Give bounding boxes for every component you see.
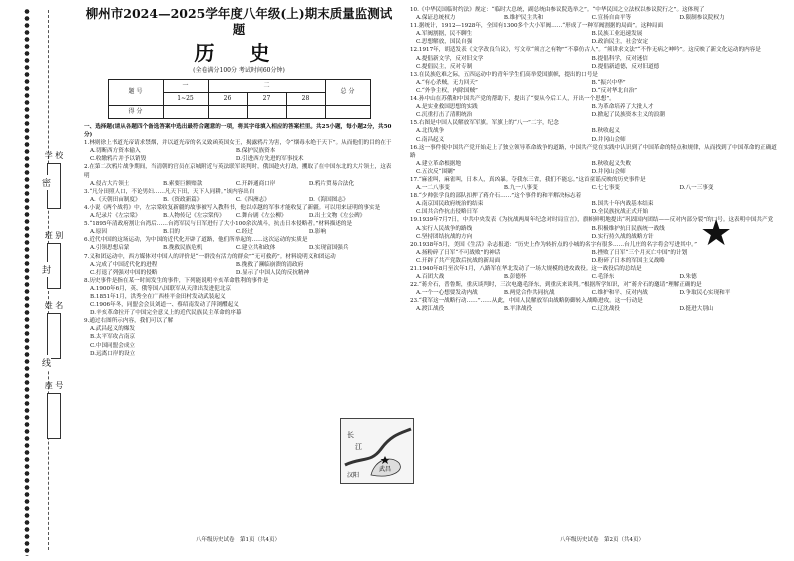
- question-stem: 10.《中华民国临时约法》规定：“临时大总统，副总统由参议院选举之”。“中华民国之立法权以参议院行之”。这体现了: [410, 7, 705, 13]
- answer-option[interactable]: C.沉重打击了清朝统治: [416, 112, 473, 119]
- answer-option[interactable]: C.1906年冬，同盟会会员刘道一、蔡绍南发动了萍浏醴起义: [90, 302, 239, 309]
- answer-option[interactable]: B.国共十年内战基本结束: [591, 201, 654, 208]
- answer-option[interactable]: B.为革命培养了大批人才: [591, 104, 654, 111]
- seal-mark-feng: 封: [42, 262, 51, 277]
- answer-option[interactable]: C.开辟了共产党敌后抗战的新局面: [416, 257, 501, 264]
- binding-margin: [0, 0, 82, 561]
- option-list: [410, 55, 782, 71]
- answer-option[interactable]: B.太平军攻占南京: [90, 334, 136, 341]
- answer-option[interactable]: B.人物传记《左宗棠传》: [162, 213, 225, 220]
- question-stem: 19.1939年7月7日，中共中央发表《为抗战两周年纪念对时局宣言》，旗帜鲜明地提出“巩固国内团结——反对内部分裂”的口号。这表明中国共产党: [410, 217, 774, 224]
- answer-option[interactable]: C.打退了列强对中国的侵略: [90, 269, 158, 276]
- seal-mark-mi: 密: [42, 175, 51, 190]
- answer-option[interactable]: C.毛泽东: [591, 274, 615, 281]
- name-label: 姓 名: [44, 301, 64, 310]
- answer-option[interactable]: C.收缴鸦片并予以销毁: [90, 156, 147, 163]
- answer-option[interactable]: A.军阀割据，民不聊生: [416, 31, 473, 38]
- answer-option[interactable]: A.侵占大片领土: [90, 180, 130, 187]
- question: [410, 176, 782, 192]
- answer-option[interactable]: B.民族工业迅速发展: [591, 31, 643, 38]
- answer-option[interactable]: D.全民族抗战正式开始: [591, 209, 649, 216]
- option-list: [84, 261, 394, 277]
- answer-option[interactable]: A.切断西方资本输入: [90, 148, 141, 155]
- answer-option[interactable]: D.出土文物《左公碑》: [308, 213, 366, 220]
- question: [84, 253, 394, 277]
- question: [410, 22, 782, 46]
- map-label: 长: [347, 431, 354, 439]
- section-one-heading: 一、选择题(请从各题四个备选答案中选出最符合题意的一项，将其字母填入相应的答案栏里。共25小题，每小题2分，共50分): [84, 124, 392, 139]
- answer-option[interactable]: C.七七事变: [591, 185, 620, 192]
- score-input[interactable]: [325, 106, 370, 119]
- answer-option[interactable]: A.南京国民政府统治的结束: [416, 201, 484, 208]
- answer-option[interactable]: D.实现富国强兵: [308, 245, 349, 252]
- score-input[interactable]: [247, 106, 286, 119]
- score-cell: 27: [247, 93, 286, 106]
- page-two: [410, 6, 782, 314]
- option-list: [84, 147, 394, 163]
- question: [84, 204, 394, 220]
- option-list: [410, 127, 782, 143]
- score-input[interactable]: [163, 106, 208, 119]
- answer-option[interactable]: C.坚持团结抗战的方向: [416, 233, 473, 240]
- answer-option[interactable]: C.“外争主权，内除国贼”: [416, 87, 478, 94]
- question-stem: 7.义和团运动中，西方媒体对中国人的评价是“一群没有活力的群众”“无可救药”。材料说明义和团运动: [84, 253, 336, 260]
- score-row-points: [108, 106, 370, 119]
- question-stem: 12.1917年，胡适发表《文学改良刍议》，写文章“须言之有物”“不摹仿古人”。“须讲求文法”“不作无病之呻吟”。这反映了新文化运动的内容是: [410, 47, 761, 54]
- answer-option[interactable]: C.五次反“围剿”: [416, 168, 456, 175]
- answer-option[interactable]: D.井冈山会师: [591, 136, 626, 143]
- answer-option[interactable]: A.原因: [90, 229, 108, 236]
- question-stem: 20.1938年5月，美国《生活》杂志报道：“历史上作为转折点的小城的名字有很多……台儿庄的名字将会写进其中。”: [410, 241, 697, 248]
- answer-option[interactable]: B.积极维护抗日民族统一战线: [591, 225, 665, 232]
- answer-option[interactable]: D.提倡新道德，反对旧道德: [591, 63, 660, 70]
- answer-option[interactable]: D.引进西方先进的军事技术: [235, 156, 304, 163]
- class-label: 班 别: [44, 231, 64, 240]
- map-drawing: [341, 419, 413, 483]
- answer-option[interactable]: A.武昌起义的爆发: [90, 326, 135, 333]
- answer-option[interactable]: D.政治民主，社会安定: [591, 39, 649, 46]
- option-list: [84, 228, 394, 236]
- answer-option[interactable]: D.限制参议院权力: [679, 15, 725, 22]
- page-footer-right: 八年级历史试卷 第2页（共4页）: [560, 537, 644, 543]
- answer-option[interactable]: D.远离口岸的设立: [90, 350, 136, 357]
- option-list: [84, 212, 394, 220]
- map-label: 汉阳: [347, 472, 360, 479]
- answer-option[interactable]: D.粉碎了日本的军国主义战略: [591, 257, 665, 264]
- answer-option[interactable]: C.经过: [235, 229, 253, 236]
- question-stem: 2.在第二次鸦片战争期间，当清朝的官员在京城附近与英法联军谈判时，俄国趁火打劫，攫取了在中国东北的大片领土，这表明: [84, 164, 392, 179]
- exam-note: (全卷满分100分 考试时间60分钟): [193, 67, 285, 74]
- answer-option[interactable]: C.思想解放，国民自强: [416, 39, 473, 46]
- answer-option[interactable]: B.彭德怀: [503, 274, 527, 281]
- answer-option[interactable]: A.实行人民战争的路线: [416, 225, 473, 232]
- binding-holes: [24, 8, 30, 556]
- score-cell: 二: [208, 80, 325, 93]
- question-stem: 3.“凡分田照人口，不论男妇……凡天下田，天下人同耕。”该内容出自: [84, 188, 255, 195]
- option-list: [410, 79, 782, 95]
- answer-option[interactable]: B.《资政新篇》: [162, 196, 203, 203]
- answer-option[interactable]: C.舞台剧《左公柳》: [235, 213, 287, 220]
- score-row-header: [108, 80, 370, 93]
- answer-option[interactable]: A.北伐战争: [416, 128, 445, 135]
- answer-option[interactable]: C.提倡民主，反对专制: [416, 63, 473, 70]
- page-footer-left: 八年级历史试卷 第1页（共4页）: [196, 537, 280, 543]
- answer-option[interactable]: D.鸦片贸易合法化: [308, 180, 355, 187]
- answer-option[interactable]: A.保证总统权力: [416, 15, 456, 22]
- question: [410, 144, 782, 176]
- question: [84, 188, 394, 204]
- answer-option[interactable]: B.维护民主共和: [503, 15, 544, 22]
- answer-option[interactable]: D.掀起了民族资本主义的浪潮: [591, 112, 665, 119]
- answer-option[interactable]: B.目的: [162, 229, 181, 236]
- score-cell: 1~25: [163, 93, 208, 106]
- option-list: [84, 244, 394, 252]
- question-stem: 13.在民族危难之际，五四运动中的青年学生们高举爱国旗帜，提出的口号是: [410, 71, 598, 78]
- answer-option[interactable]: D.影响: [308, 229, 327, 236]
- answer-option[interactable]: C.中国同盟会成立: [90, 342, 136, 349]
- answer-option[interactable]: B.“振兴中华”: [591, 79, 626, 86]
- seal-mark-xian: 线: [42, 355, 51, 370]
- question: [410, 46, 782, 70]
- score-cell: 一: [163, 80, 208, 93]
- answer-option[interactable]: B.保护民族资本: [235, 148, 276, 155]
- answer-option[interactable]: B.挽救了濒临崩溃的清政府: [235, 261, 304, 268]
- score-table: [108, 79, 371, 119]
- answer-option[interactable]: C.国共合作抗击侵略日军: [416, 209, 478, 216]
- answer-option[interactable]: C.开辟通商口岸: [235, 180, 276, 187]
- name-box[interactable]: [47, 313, 61, 359]
- question-stem: 22.“蒋介石，普鲁斯，重庆谈判时，三次电邀毛泽东，到重庆来谈判。”根据所学知识，对“蒋介石的邀请”理解正确的是: [410, 282, 702, 289]
- answer-option[interactable]: D.争取民心实现和平: [679, 290, 731, 297]
- answer-option[interactable]: B.索要巨额赔款: [162, 180, 203, 187]
- question-stem: 4.小说《两个战将》中，左宗棠收复新疆的故事被写入教科书，他以卓越的军事才能收复了新疆。可以用来证明的事实是: [84, 204, 381, 211]
- answer-option[interactable]: B.平津战役: [503, 306, 533, 313]
- question-stem: 8.历史事件是指在某一时间发生的事件，下列能说明辛亥革命胜利的事件是: [84, 277, 269, 284]
- question-stem: 21.1940年8月至次年1月，八路军在华北发动了一场大规模的进攻战役。这一战役后的总结是: [410, 266, 642, 272]
- question-stem: 23.“我军这一战略行动……”……从此，中国人民解放军由战略防御转入战略进攻。这一行动是: [410, 298, 643, 305]
- option-list: [410, 160, 782, 176]
- answer-option[interactable]: A.百团大战: [416, 274, 445, 281]
- answer-option[interactable]: C.《四洲志》: [235, 196, 270, 203]
- answer-option[interactable]: A.“有心杀贼，无力回天”: [416, 79, 478, 86]
- question: [410, 95, 782, 119]
- question: [410, 71, 782, 95]
- option-list: [410, 103, 782, 119]
- wuchang-map: [340, 418, 414, 484]
- question: [84, 139, 394, 163]
- answer-option[interactable]: A.是实业救国思想的实践: [416, 104, 478, 111]
- answer-option[interactable]: D.《海国图志》: [308, 196, 349, 203]
- answer-option[interactable]: B.挽救民族危机: [162, 245, 203, 252]
- answer-option[interactable]: A.提倡新文学，反对旧文学: [416, 55, 484, 62]
- question-stem: 17.“麻雀叫，麻雀叫，日本人，真凶暴。夺我东三省，我们不能忘。”这首童谣反映的历史事件是: [410, 176, 646, 183]
- answer-option[interactable]: D.辛亥革命拉开了中国完全意义上的近代民族民主革命的序幕: [90, 310, 242, 317]
- score-cell: 题 号: [108, 80, 163, 106]
- question-list-right: [410, 6, 782, 314]
- name-field[interactable]: [36, 300, 72, 359]
- answer-option[interactable]: C.辽沈战役: [591, 306, 620, 313]
- answer-option[interactable]: D.实行持久战的战略方针: [591, 233, 654, 240]
- answer-option[interactable]: A.《天朝田亩制度》: [90, 196, 141, 203]
- answer-option[interactable]: C.宣扬自由平等: [591, 15, 632, 22]
- score-input[interactable]: [208, 106, 247, 119]
- question: [410, 281, 782, 297]
- answer-option[interactable]: A.纪录片《左宗棠》: [90, 213, 141, 220]
- score-cell: 26: [208, 93, 247, 106]
- answer-option[interactable]: D.八一三事变: [679, 185, 714, 192]
- answer-option[interactable]: D.挺进大别山: [679, 306, 714, 313]
- army-flag-star-icon: ★: [700, 213, 733, 254]
- answer-option[interactable]: C.南昌起义: [416, 136, 445, 143]
- question-stem: 1.林则徐上书道光帝请求禁烟，并以道光帝的名义致函英国女王，揭露鸦片为害，令“烟毒永绝于天下”。从而他们的目的在于: [84, 140, 392, 147]
- option-list: [410, 273, 782, 281]
- subject-title: 历 史: [194, 41, 284, 65]
- option-list: [84, 325, 394, 357]
- question-stem: 9.通过右图所示内容，我们可以了解: [84, 318, 174, 325]
- answer-option[interactable]: B.提倡科学，反对迷信: [591, 55, 648, 62]
- question: [410, 6, 782, 22]
- answer-option[interactable]: A.1900年6月，英、俄等国八国联军从天津出发进犯北京: [90, 285, 232, 292]
- answer-option[interactable]: D.“反对华北自治”: [591, 87, 638, 94]
- score-input[interactable]: [286, 106, 325, 119]
- map-label: 武昌: [379, 466, 392, 473]
- question: [410, 119, 782, 143]
- answer-option[interactable]: C.维护和平、反对内战: [591, 290, 648, 297]
- option-list: [410, 30, 782, 46]
- question: [84, 236, 394, 252]
- page-one: [84, 6, 394, 358]
- answer-option[interactable]: D.显示了中国人民的反抗精神: [235, 269, 310, 276]
- answer-option[interactable]: C.建立共和政体: [235, 245, 276, 252]
- answer-option[interactable]: A.引领思想启蒙: [90, 245, 130, 252]
- question: [84, 277, 394, 317]
- question-list-left: [84, 139, 394, 358]
- question-stem: 14.孙中山在苏俄和中国共产党的帮助下，提出了“要从今后工人，开出一个思想”。: [410, 96, 615, 103]
- answer-option[interactable]: A.完成了中国近代化的进程: [90, 261, 158, 268]
- seat-field[interactable]: [36, 380, 72, 439]
- question: [410, 265, 782, 281]
- school-label: 学 校: [44, 151, 64, 160]
- question-stem: 6.近代中国的这场运动，为中国的近代化开辟了道路，他们所举起的……这次运动的实质是: [84, 237, 308, 244]
- option-list: [410, 184, 782, 192]
- score-cell: 得 分: [108, 106, 163, 119]
- map-label: 江: [355, 443, 362, 451]
- answer-option[interactable]: A.一二八事变: [416, 185, 450, 192]
- exam-title: 柳州市2024—2025学年度八年级(上)期末质量监测试题: [85, 6, 393, 37]
- answer-option[interactable]: A.一个一心想要发动内战: [416, 290, 478, 297]
- answer-option[interactable]: D.朱德: [679, 274, 697, 281]
- question: [84, 163, 394, 187]
- answer-option[interactable]: B.挫败了日军“三个月灭亡中国”的计划: [591, 249, 688, 256]
- option-list: [410, 289, 782, 297]
- question: [84, 220, 394, 236]
- option-list: [410, 305, 782, 313]
- answer-option[interactable]: A.渡江战役: [416, 306, 445, 313]
- question-stem: 18.“少帅张学良的部队扣押了蒋介石……”这个事件的和平解决标志着: [410, 193, 582, 200]
- score-cell: 总 分: [325, 80, 370, 106]
- seat-label: 座 号: [44, 381, 64, 390]
- option-list: [84, 285, 394, 317]
- answer-option[interactable]: A.建立革命根据地: [416, 160, 461, 167]
- question-stem: 11.据统计，1912—1928年，全国有1300多个大小军阀……“形成了一种军阀割据的局面”。这种局面: [410, 23, 664, 30]
- answer-option[interactable]: B.两党合作共同抗战: [503, 290, 555, 297]
- question-stem: 5.“1895年清政府割让台湾后……台湾军民与日军进行了大小100余次战斗，抗击日本侵略者。”材料描述的是: [84, 221, 353, 228]
- score-cell: 28: [286, 93, 325, 106]
- question-stem: 16.这一事件使中国共产党开始走上了独立领导革命战争的道路，中国共产党在实践中认识到了中国革命的特点和规律，从而找到了中国革命的正确道路: [410, 144, 777, 159]
- seat-box[interactable]: [47, 393, 61, 439]
- class-field[interactable]: [36, 230, 72, 289]
- question: [410, 297, 782, 313]
- answer-option[interactable]: D.井冈山会师: [591, 168, 626, 175]
- answer-option[interactable]: B.秋收起义: [591, 128, 620, 135]
- question-stem: 15.右图是中国人民解放军军旗。军旗上的“八一”二字，纪念: [410, 120, 559, 127]
- question: [84, 317, 394, 357]
- option-list: [84, 180, 394, 188]
- option-list: [84, 196, 394, 204]
- answer-option[interactable]: B.秋收起义失败: [591, 160, 632, 167]
- option-list: [410, 14, 782, 22]
- answer-option[interactable]: A.扬粉碎了日军“不可战败”的神话: [416, 249, 501, 256]
- answer-option[interactable]: B.九一八事变: [503, 185, 538, 192]
- answer-option[interactable]: B.1851年1月，洪秀全在广西桂平金田村发动武装起义: [90, 293, 226, 300]
